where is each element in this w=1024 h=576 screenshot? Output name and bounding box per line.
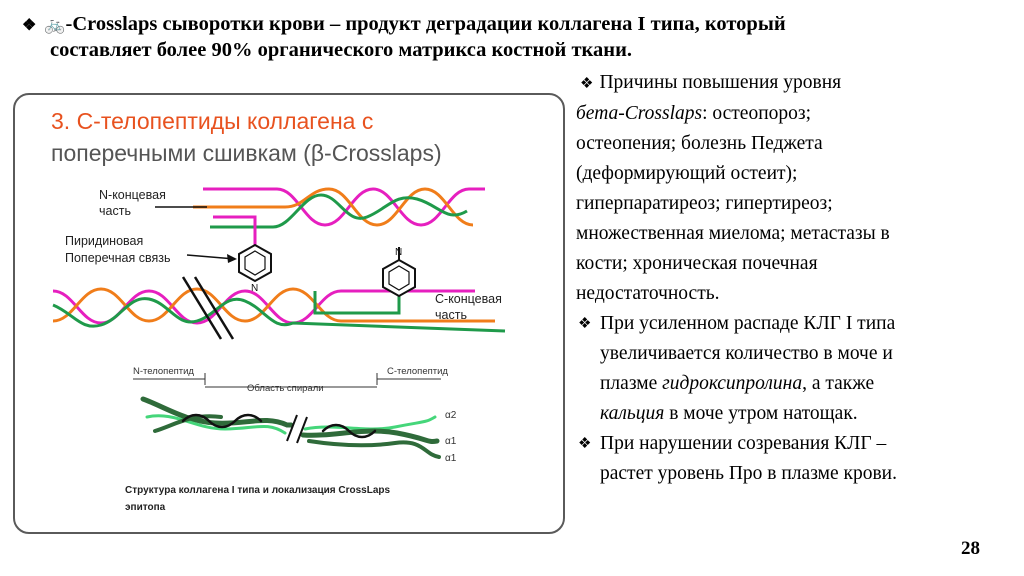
figure-caption-line-2: эпитопа bbox=[125, 502, 166, 513]
figure-heading-line-1: 3. С-телопептиды коллагена с bbox=[51, 108, 374, 134]
bullet-1-line-8: недостаточность. bbox=[576, 283, 720, 304]
bullet-1-line-5: гиперпаратиреоз; гипертиреоз; bbox=[576, 193, 833, 214]
bicycle-icon: 🚲 bbox=[44, 15, 66, 34]
diamond-bullet-icon: ❖ bbox=[22, 17, 37, 34]
bullet-2-line-2: увеличивается количество в моче и bbox=[600, 343, 893, 364]
bullet-2-line-3-pre: плазме bbox=[600, 373, 663, 394]
label-c-end-1: С-концевая bbox=[435, 292, 502, 306]
label-helix-region: Область спирали bbox=[247, 383, 324, 394]
figure-caption-line-1: Структура коллагена I типа и локализация CrossLaps bbox=[125, 485, 391, 496]
bullet-3-line-2: растет уровень Про в плазме крови. bbox=[600, 463, 897, 484]
title-line-1: -Crosslaps сыворотки крови – продукт деградации коллагена I типа, который bbox=[65, 13, 786, 35]
page-number: 28 bbox=[961, 538, 980, 559]
label-n-end-1: N-концевая bbox=[99, 188, 166, 202]
bullet-1-line-6: множественная миелома; метастазы в bbox=[576, 223, 890, 244]
ring-atom-n-upper: N bbox=[251, 283, 259, 294]
figure-heading-line-2: поперечными сшивкам (β-Crosslaps) bbox=[51, 140, 442, 166]
lower-orange-chain bbox=[53, 289, 495, 321]
bullet-2-hydroxyproline: гидроксипролина bbox=[662, 373, 803, 394]
label-chain-a1-bottom: α1 bbox=[445, 453, 457, 464]
title-line-2: составляет более 90% органического матрикса костной ткани. bbox=[50, 39, 633, 61]
lower-link-bar bbox=[315, 291, 399, 313]
pyridinium-ring-lower bbox=[383, 247, 415, 296]
bullet-item-breakdown bbox=[568, 309, 1013, 429]
collagen-diagram bbox=[15, 95, 563, 532]
bullet-1-line-2-rest: : остеопороз; bbox=[702, 103, 811, 124]
label-chain-a2: α2 bbox=[445, 410, 457, 421]
collagen-figure bbox=[13, 93, 565, 534]
label-chain-a1-top: α1 bbox=[445, 436, 457, 447]
bullet-1-line-7: кости; хроническая почечная bbox=[576, 253, 818, 274]
diamond-bullet-icon: ❖ bbox=[578, 436, 592, 452]
bullet-list bbox=[568, 68, 1013, 489]
upper-orange-chain bbox=[193, 189, 473, 225]
upper-link-bar bbox=[213, 217, 255, 245]
bullet-2-line-3-post: , а также bbox=[802, 373, 875, 394]
label-c-telopeptide: С-телопептид bbox=[387, 366, 448, 377]
bullet-item-maturation bbox=[568, 429, 1013, 489]
bullet-1-beta-crosslaps: бета-Crosslaps bbox=[576, 103, 703, 124]
bullet-1-line-4: (деформирующий остеит); bbox=[576, 163, 798, 184]
diamond-bullet-icon: ❖ bbox=[580, 76, 594, 92]
ring-atom-n-lower: N bbox=[395, 247, 403, 258]
label-n-telopeptide: N-телопептид bbox=[133, 366, 194, 377]
bullet-2-calcium: кальция bbox=[600, 403, 665, 424]
label-c-end-2: часть bbox=[435, 308, 467, 322]
bullet-2-line-4-post: в моче утром натощак. bbox=[664, 403, 858, 424]
arrowhead-crosslink bbox=[227, 254, 237, 263]
label-crosslink-2: Поперечная связь bbox=[65, 251, 171, 265]
label-n-end-2: часть bbox=[99, 204, 131, 218]
bullet-1-line-1: Причины повышения уровня bbox=[599, 72, 842, 93]
bullet-item-causes bbox=[568, 68, 1013, 309]
bullet-3-line-1: При нарушении созревания КЛГ – bbox=[600, 433, 887, 454]
pyridinium-ring-upper bbox=[239, 245, 271, 294]
label-crosslink-1: Пиридиновая bbox=[65, 234, 144, 248]
diamond-bullet-icon: ❖ bbox=[578, 316, 592, 332]
slide-title bbox=[22, 12, 1007, 62]
bullet-2-line-1: При усиленном распаде КЛГ I типа bbox=[600, 313, 896, 334]
bullet-1-line-3: остеопения; болезнь Педжета bbox=[576, 133, 823, 154]
upper-triple-helix bbox=[193, 189, 485, 245]
